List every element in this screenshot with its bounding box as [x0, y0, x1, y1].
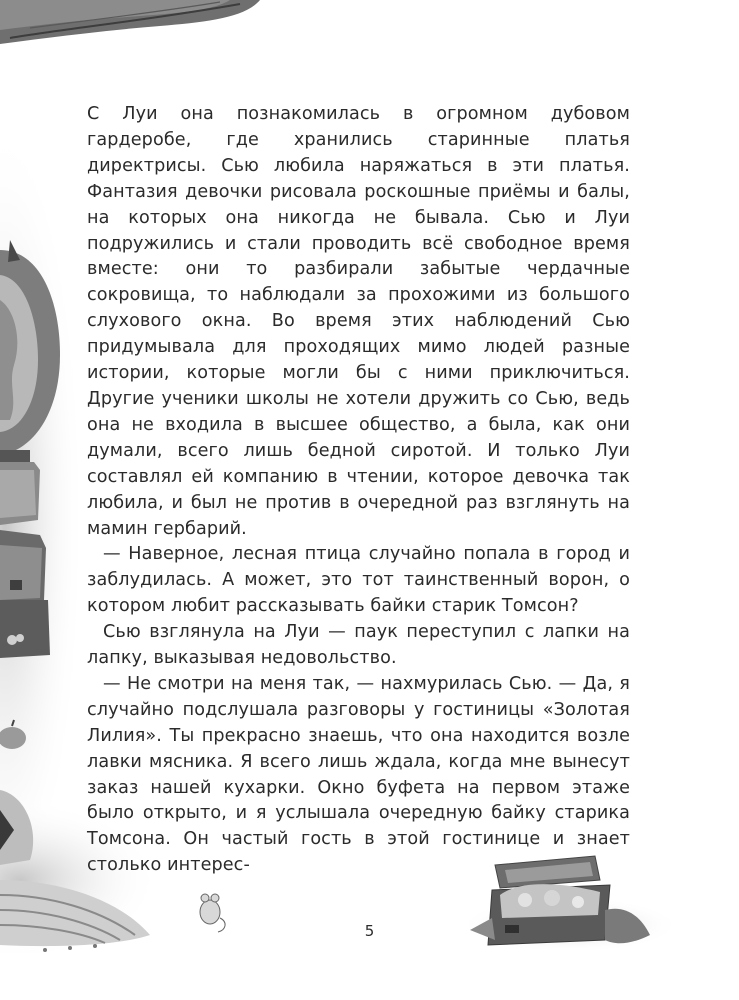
page-number: 5: [364, 922, 375, 940]
body-text: [87, 102, 630, 879]
paragraph: — Не смотри на меня так, — нахмурилась Сью. — Да, я случайно подслушала разговоры у гостиницы «Золотая Лилия». Ты прекрасно знаешь, что она находится возле лавки мясника. Я всего лишь ждала, когда мне вынесут заказ нашей кухарки. Окно буфета на первом этаже было открыто, и я услышала очередную байку старика Томсона. Он частый гость в этой гостинице и знает столько интерес-: [87, 673, 630, 876]
paragraph: Сью взглянула на Луи — паук переступил с лапки на лапку, выказывая недовольство.: [87, 622, 630, 669]
paragraph: — Наверное, лесная птица случайно попала в город и заблудилась. А может, это тот таинственный ворон, о котором любит рассказывать байки старик Томсон?: [87, 544, 630, 617]
paragraph: С Луи она познакомилась в огромном дубовом гардеробе, где хранились старинные платья директрисы. Сью любила наряжаться в эти платья. Фантазия девочки рисовала роскошные приёмы и балы, на которых она никогда не бывала. Сью и Луи подружились и стали проводить всё свободное время вместе: они то разбирали забытые чердачные сокровища, то наблюдали за прохожими из большого слухового окна. Во время этих наблюдений Сью придумывала для проходящих мимо людей разные истории, которые могли бы с ними приключиться. Другие ученики школы не хотели дружить со Сью, ведь она не входила в высшее общество, а была, как они думали, всего лишь бедной сиротой. И только Луи составлял ей компанию в чтении, которое девочка так любила, и был не против в очередной раз взглянуть на мамин гербарий.: [87, 104, 630, 539]
tree-branch-illustration: [0, 0, 260, 44]
